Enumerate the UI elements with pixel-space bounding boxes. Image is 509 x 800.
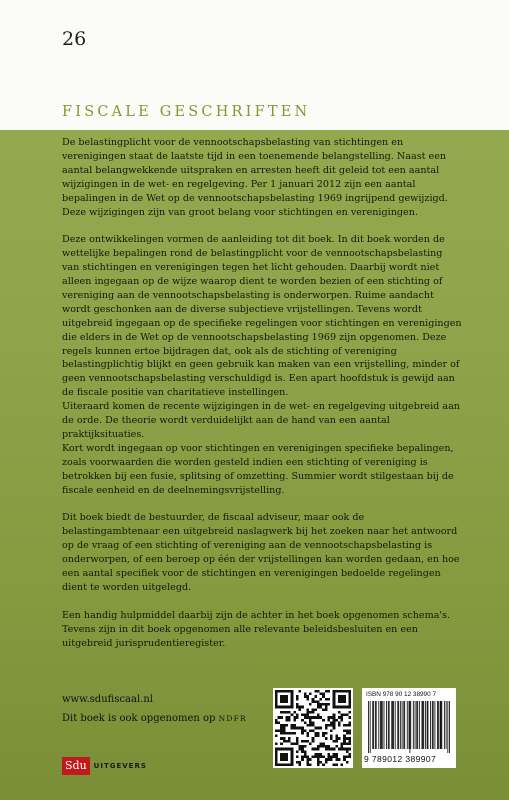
barcode-icon [368,701,450,753]
blurb-text [62,136,462,664]
sdu-logo-text: UITGEVERS [93,762,147,770]
paragraph-1: De belastingplicht voor de vennootschapsbelasting van stichtingen en verenigingen staat de laatste tijd in een toenemende belangstelling. Naast een aantal belangwekkende uitspraken en arresten heeft dit geleid tot een aantal wijzigingen in de wet- en regelgeving. Per 1 januari 2012 zijn een aantal bepalingen in de Wet op de vennootschapsbelasting 1969 ingrijpend gewijzigd. Deze wijzigingen zijn van groot belang voor stichtingen en verenigingen. [62,137,448,218]
paragraph-4: Een handig hulpmiddel daarbij zijn de achter in het boek opgenomen schema's. Tevens zijn in dit boek opgenomen alle relevante beleidsbesluiten en een uitgebreid jurisprudentieregister. [62,609,451,649]
sdu-logo-mark: Sdu [62,757,90,775]
series-title: FISCALE GESCHRIFTEN [62,104,311,120]
ean-number: 9 789012 389907 [364,754,437,764]
qr-code-icon [273,688,353,768]
website-link[interactable]: www.sdufiscaal.nl [62,694,153,705]
barcode [362,688,456,768]
paragraph-3: Dit boek biedt de bestuurder, de fiscaal adviseur, maar ook de belastingambtenaar een uitgebreid naslagwerk bij het zoeken naar het antwoord op de vraag of een stichting of vereniging aan de vennootschapsbelasting is onderworpen, of een beroep op één der vrijstellingen kan worden gedaan, en hoe een aantal specifiek voor de stichtingen en verenigingen bedoelde regelingen dient te worden uitgelegd. [62,512,460,593]
ndfr-label: NDFR [218,714,247,723]
page-number: 26 [62,28,87,50]
sdu-logo [62,757,147,775]
ndfr-note [62,713,247,724]
ndfr-prefix: Dit boek is ook opgenomen op [62,713,216,724]
isbn-number: ISBN 978 90 12 38990 7 [366,691,436,698]
paragraph-2: Deze ontwikkelingen vormen de aanleiding tot dit boek. In dit boek worden de wettelijke bepalingen rond de belastingplicht voor de vennootschapsbelasting van stichtingen en verenigingen tegen het licht gehouden. Daarbij wordt niet alleen ingegaan op de wijze waarop dient te worden bezien of een stichting of vereniging aan de vennootschapsbelasting is onderworpen. Ruime aandacht wordt geschonken aan de diverse subjectieve vrijstellingen. Tevens wordt uitgebreid ingegaan op de specifieke regelingen voor stichtingen en verenigingen die elders in de Wet op de vennootschapsbelasting 1969 zijn opgenomen. Deze regels kunnen ertoe bijdragen dat, ook als de stichting of vereniging belastingplichtig blijkt en geen gebruik kan maken van een vrijstelling, minder of geen vennootschapsbelasting verschuldigd is. Een apart hoofdstuk is gewijd aan de fiscale positie van charitatieve instellingen. Uiteraard komen de recente wijzigingen in de wet- en regelgeving uitgebreid aan de orde. De theorie wordt verduidelijkt aan de hand van een aantal praktijksituaties. Kort wordt ingegaan op voor stichtingen en verenigingen specifieke bepalingen, zoals voorwaarden die worden gesteld indien een stichting of vereniging is betrokken bij een fusie, splitsing of omzetting. Summier wordt stilgestaan bij de fiscale eenheid en de deelnemingsvrijstelling. [62,234,462,496]
